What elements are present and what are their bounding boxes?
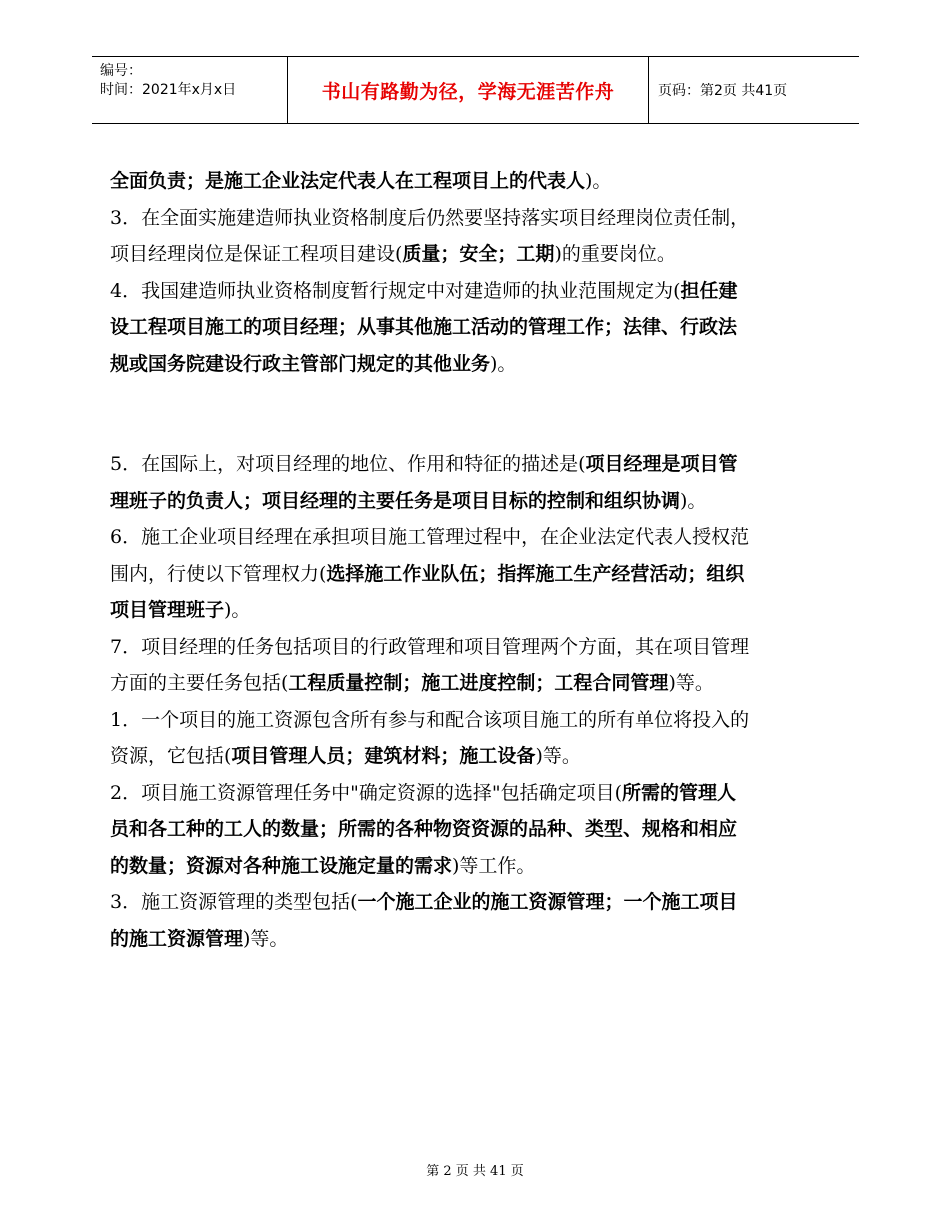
text-line [110,702,840,739]
text-line [110,556,840,593]
bold-answer-text: 项目管理班子 [110,599,225,621]
body-text: )。 [585,170,612,192]
text-line [110,163,840,200]
text-line [110,665,840,702]
page-header [92,56,859,124]
body-text: 围内，行使以下管理权力( [110,562,327,585]
text-line [110,848,840,885]
body-text: 3．在全面实施建造师执业资格制度后仍然要坚持落实项目经理岗位责任制， [110,206,750,229]
document-body [110,163,840,957]
bold-answer-text: 设工程项目施工的项目经理；从事其他施工活动的管理工作；法律、行政法 [110,316,738,338]
text-line [110,236,840,273]
bold-answer-text: 理班子的负责人；项目经理的主要任务是项目目标的控制和组织协调 [110,489,681,512]
bold-answer-text: 一个施工企业的施工资源管理；一个施工项目 [357,891,738,913]
bold-answer-text: 担任建 [680,279,738,302]
body-text: )等。 [535,745,581,767]
text-line [110,200,840,237]
body-text: )等工作。 [452,854,536,877]
body-text: )。 [490,352,517,375]
bold-answer-text: 项目经理是项目管 [585,453,738,475]
body-text: 1．一个项目的施工资源包含所有参与和配合该项目施工的所有单位将投入的 [110,708,750,731]
text-line [110,519,840,556]
body-text: 2．项目施工资源管理任务中"确定资源的选择"包括确定项目( [110,781,622,804]
header-motto: 书山有路勤为径，学海无涯苦作舟 [321,80,615,103]
body-text: )等。 [668,672,714,694]
bold-answer-text: 全面负责；是施工企业法定代表人在工程项目上的代表人 [110,170,586,192]
bold-answer-text: 工程质量控制；施工进度控制；工程合同管理 [288,672,669,694]
bold-answer-text: 质量；安全；工期 [402,243,555,265]
text-line [110,921,840,958]
page-footer: 第 2 页 共 41 页 [426,1164,524,1179]
text-line [110,273,840,310]
text-line [110,775,840,812]
bold-answer-text: 员和各工种的工人的数量；所需的各种物资资源的品种、类型、规格和相应 [110,818,738,840]
body-text: 项目经理岗位是保证工程项目建设( [110,243,403,265]
text-line [110,592,840,629]
document-time-label: 时间：2021年x月x日 [100,82,237,98]
text-line [110,346,840,383]
bold-answer-text: 所需的管理人 [621,781,736,804]
bold-answer-text: 选择施工作业队伍；指挥施工生产经营活动；组织 [326,562,745,585]
body-text: 4．我国建造师执业资格制度暂行规定中对建造师的执业范围规定为( [110,279,681,302]
text-line [110,884,840,921]
header-motto-cell [287,57,649,123]
bold-answer-text: 的数量；资源对各种施工设施定量的需求 [110,854,453,877]
bold-answer-text: 规或国务院建设行政主管部门规定的其他业务 [110,352,491,375]
text-line [110,811,840,848]
header-page-code: 页码：第2页 共41页 [658,83,788,99]
text-line [110,446,840,483]
body-text: 6．施工企业项目经理在承担项目施工管理过程中，在企业法定代表人授权范 [110,526,750,548]
body-text: )的重要岗位。 [554,243,676,265]
document-number-label: 编号： [100,63,142,79]
body-text: )等。 [243,927,289,950]
text-line [110,483,840,520]
body-text: 资源，它包括( [110,745,232,767]
body-text: )。 [224,599,251,621]
bold-answer-text: 的施工资源管理 [110,927,244,950]
body-text: 3．施工资源管理的类型包括( [110,891,358,913]
text-line [110,629,840,666]
header-meta-cell [92,57,287,123]
body-text: 方面的主要任务包括( [110,672,289,694]
text-line [110,738,840,775]
body-text: )。 [680,489,707,512]
paragraph-gap [110,382,840,446]
text-line [110,309,840,346]
bold-answer-text: 项目管理人员；建筑材料；施工设备 [231,745,536,767]
body-text: 7．项目经理的任务包括项目的行政管理和项目管理两个方面，其在项目管理 [110,635,750,658]
body-text: 5．在国际上，对项目经理的地位、作用和特征的描述是( [110,453,586,475]
